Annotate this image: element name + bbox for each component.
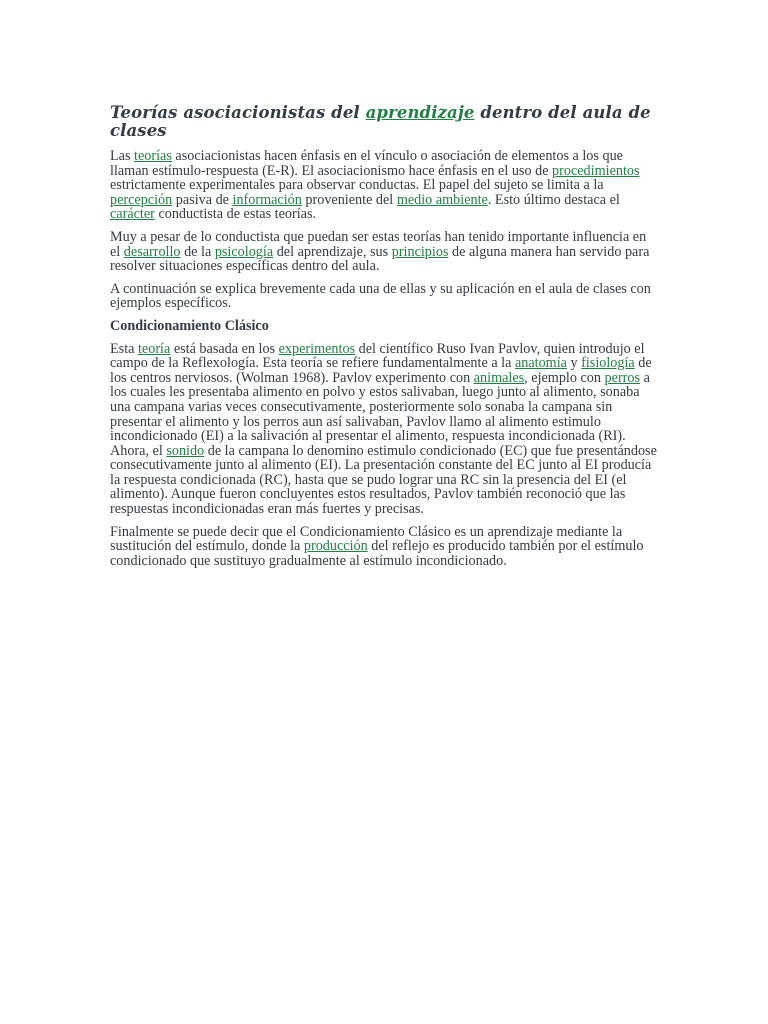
paragraph-1: Las teorías asociacionistas hacen énfasis en el vínculo o asociación de elementos a los que llaman estímulo-respuesta (E-R). El asociacionismo hace énfasis en el uso de procedimientos estrictamente experimentales para observar conductas. El papel del sujeto se limita a la percepción pasiva de información proveniente del medio ambiente. Esto último destaca el carácter conductista de estas teorías.: [110, 148, 640, 223]
link-perros[interactable]: perros: [604, 369, 641, 386]
link-psicologia[interactable]: psicología: [214, 243, 274, 260]
paragraph-3: A continuación se explica brevemente cada una de ellas y su aplicación en el aula de clases con ejemplos específicos.: [110, 280, 651, 312]
link-animales[interactable]: animales: [473, 369, 525, 386]
link-produccion[interactable]: producción: [303, 538, 368, 555]
link-percepcion[interactable]: percepción: [110, 191, 173, 208]
link-teorias[interactable]: teorías: [134, 148, 172, 164]
link-teoria[interactable]: teoría: [137, 340, 171, 357]
link-sonido[interactable]: sonido: [166, 442, 205, 459]
section-heading: Condicionamiento Clásico: [110, 317, 269, 334]
paragraph-5: Finalmente se puede decir que el Condicionamiento Clásico es un aprendizaje mediante la sustitución del estímulo, donde la producción del reflejo es producido también por el estímulo condicionado que sustituyo gradualmente al estímulo incondicionado.: [110, 523, 644, 569]
link-desarrollo[interactable]: desarrollo: [123, 243, 181, 260]
article: [110, 104, 658, 576]
link-informacion[interactable]: información: [232, 191, 302, 208]
paragraph-4: Esta teoría está basada en los experimentos del científico Ruso Ivan Pavlov, quien introdujo el campo de la Reflexología. Esta teoría se refiere fundamentalmente a la anatomía y fisiología de los centros nerviosos. (Wolman 1968). Pavlov experimento con animales, ejemplo con perros a los cuales les presentaba alimento en polvo y estos salivaban, luego junto al alimento, sonaba una campana varias veces consecutivamente, posteriormente solo sonaba la campana sin presentar el alimento y los perros aun así salivaban, Pavlov llamo al alimento estimulo incondicionado (EI) a la salivación al presentar el alimento, respuesta incondicionada (RI). Ahora, el sonido de la campana lo denomino estimulo condicionado (EC) que fue presentándose consecutivamente junto al alimento (EI). La presentación constante del EC junto al EI producía la respuesta condicionada (RC), hasta que se pudo lograr una RC sin la presencia del EI (el alimento). Aunque fueron concluyentes estos resultados, Pavlov también reconoció que las respuestas incondicionadas eran más fuertes y precisas.: [110, 340, 657, 518]
link-anatomia[interactable]: anatomía: [514, 355, 567, 372]
link-experimentos[interactable]: experimentos: [278, 340, 356, 357]
link-medio-ambiente[interactable]: medio ambiente: [396, 191, 488, 208]
link-caracter[interactable]: carácter: [110, 206, 155, 223]
paragraph-2: Muy a pesar de lo conductista que puedan ser estas teorías han tenido importante influencia en el desarrollo de la psicología del aprendizaje, sus principios de alguna manera han servido para resolver situaciones específicas dentro del aula.: [110, 228, 650, 275]
link-aprendizaje[interactable]: aprendizaje: [365, 103, 475, 122]
link-fisiologia[interactable]: fisiología: [581, 355, 635, 372]
link-principios[interactable]: principios: [391, 243, 449, 260]
article-title: Teorías asociacionistas del aprendizaje dentro del aula de clases: [110, 103, 651, 140]
link-procedimientos[interactable]: procedimientos: [552, 162, 640, 179]
